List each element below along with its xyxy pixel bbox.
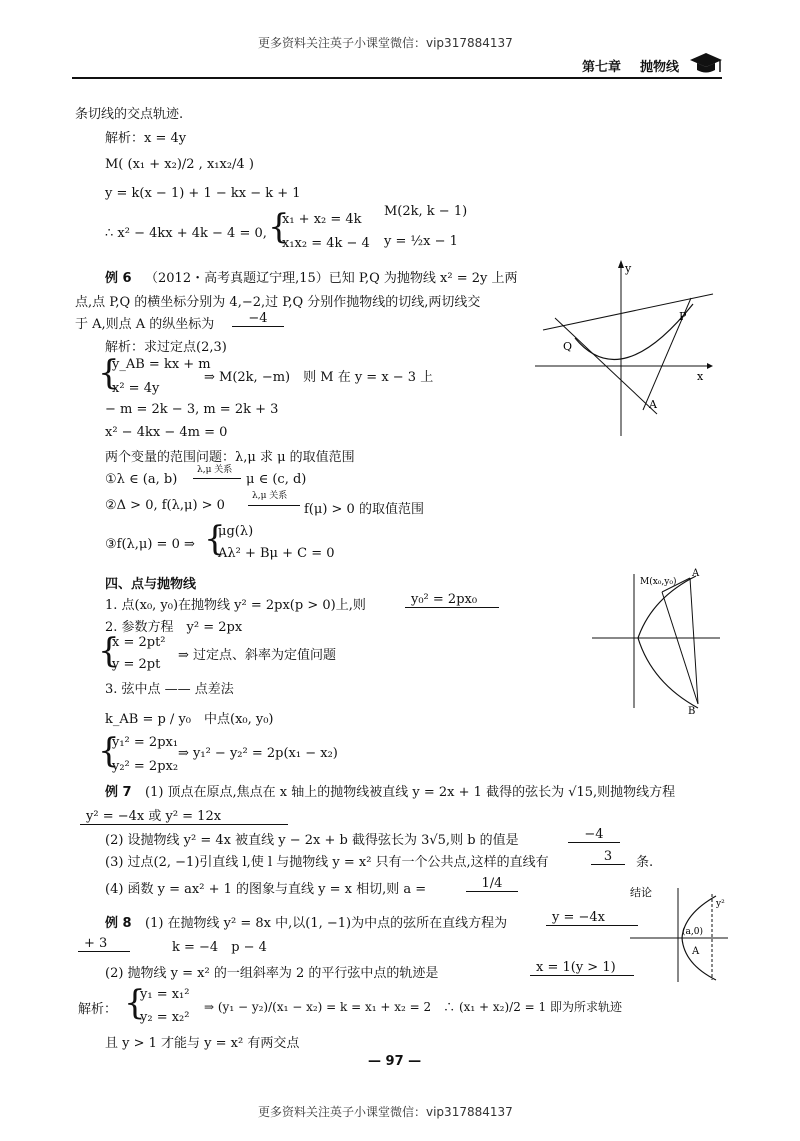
answer-blank: −4 [568,827,620,843]
text-line: (1) 在抛物线 y² = 8x 中,以(1, −1)为中点的弦所在直线方程为 [145,916,508,931]
text-line: y₂ = x₂² [140,1010,190,1025]
text-line: ⇒ 过定点、斜率为定值问题 [178,648,337,663]
fig2-label: B [688,706,696,717]
fig1-label: y [625,262,632,275]
arrow [248,505,300,506]
chapter-label: 第七章 [582,60,622,75]
text-line: f(μ) > 0 的取值范围 [304,502,424,517]
answer-blank: y² = −4x 或 y² = 12x [80,805,288,825]
text-line: y₁² = 2px₁ [112,735,179,750]
text-line: ∴ x² − 4kx + 4k − 4 = 0, [105,226,267,241]
text-line: ②Δ > 0, f(λ,μ) > 0 [105,498,225,513]
left-brace: { [98,731,120,771]
text-line: (4) 函数 y = ax² + 1 的图象与直线 y = x 相切,则 a = [105,882,427,897]
text-line: x₁ + x₂ = 4k [282,212,362,227]
fig1-label: x [697,370,704,383]
answer-blank: y = −4x [546,910,638,926]
text-line: ⇒ y₁² − y₂² = 2p(x₁ − x₂) [178,746,338,761]
left-brace: { [124,983,146,1023]
answer-blank: x = 1(y > 1) [530,960,634,976]
example-label: 例 7 [105,785,132,800]
text-line: ⇒ (y₁ − y₂)/(x₁ − x₂) = k = x₁ + x₂ = 2 ∴ (x₁ + x₂)/2 = 1 即为所求轨迹 [204,1000,622,1014]
text-line: 3. 弦中点 —— 点差法 [105,682,234,697]
text-line: (2) 抛物线 y = x² 的一组斜率为 2 的平行弦中点的轨迹是 [105,966,439,981]
example-label: 例 6 [105,271,132,286]
fig1-label: A [649,398,657,411]
text-line: (2) 设抛物线 y² = 4x 被直线 y − 2x + b 截得弦长为 3√5,则 b 的值是 [105,833,519,848]
fig3-label: A [692,946,700,957]
text-line: Aλ² + Bμ + C = 0 [218,546,335,561]
text-line: (1) 顶点在原点,焦点在 x 轴上的抛物线被直线 y = 2x + 1 截得的弦长为 √15,则抛物线方程 [145,785,676,800]
text-line: y = 2pt [112,657,161,672]
text-line: 条切线的交点轨迹. [75,107,184,122]
fig2-label: M(x₀,y₀) [640,577,677,587]
text-line: y = k(x − 1) + 1 − kx − k + 1 [105,186,301,201]
text-line: x = 2pt² [112,635,166,650]
text-line: k_AB = p / y₀ 中点(x₀, y₀) [105,712,274,727]
text-line: M(2k, k − 1) [384,204,468,219]
text-line: M( (x₁ + x₂)/2 , x₁x₂/4 ) [105,157,254,172]
left-brace: { [204,519,226,559]
chapter-title: 抛物线 [640,60,680,75]
left-brace: { [98,631,120,671]
arrow-label: λ,μ 关系 [252,491,288,501]
text-line: 且 y > 1 才能与 y = x² 有两交点 [105,1036,300,1051]
arrow [193,478,241,479]
section-heading: 四、点与抛物线 [105,577,197,592]
answer-blank: −4 [232,311,284,327]
text-line: μg(λ) [218,524,254,539]
figure-chord [592,568,722,718]
top-watermark: 更多资料关注英子小课堂微信：vip317884137 [258,36,513,50]
answer-blank: 1/4 [466,876,518,892]
text-line: k = −4 p − 4 [172,940,267,955]
text-line: 解析：x = 4y [105,131,187,146]
text-line: （2012・高考真题辽宁理,15）已知 P,Q 为抛物线 x² = 2y 上两 [145,271,518,286]
page-number: — 97 — [368,1054,422,1069]
text-line: ⇒ M(2k, −m) 则 M 在 y = x − 3 上 [204,370,434,385]
figure-conclusion [630,884,730,984]
figure-tangent-lines [535,258,715,438]
fig3-label: y² [716,899,725,909]
arrow-label: λ,μ 关系 [197,465,233,475]
text-line: 解析： [78,1002,118,1017]
fig3-label: 结论 [630,886,652,899]
text-line: y = ½x − 1 [384,234,458,249]
header-rule [72,77,722,79]
text-line: − m = 2k − 3, m = 2k + 3 [105,402,279,417]
text-line: 解析：求过定点(2,3) [105,340,227,355]
text-line: μ ∈ (c, d) [246,472,307,487]
fig1-label: Q [563,340,573,353]
text-line: y₁ = x₁² [140,987,190,1002]
answer-blank: + 3 [78,936,130,952]
answer-blank: 3 [591,849,625,865]
text-line: 条. [636,855,654,870]
example-label: 例 8 [105,916,132,931]
fig1-label: P [679,310,687,323]
text-line: y_AB = kx + m [112,357,211,372]
left-brace: { [268,207,290,247]
text-line: 点,点 P,Q 的横坐标分别为 4,−2,过 P,Q 分别作抛物线的切线,两切线交 [75,295,481,310]
text-line: 于 A,则点 A 的纵坐标为 [75,317,215,332]
text-line: x² = 4y [112,381,160,396]
bottom-watermark: 更多资料关注英子小课堂微信：vip317884137 [258,1105,513,1119]
fig2-label: A [692,568,700,579]
text-line: x² − 4kx − 4m = 0 [105,425,228,440]
fig3-label: (a,0) [682,927,703,937]
left-brace: { [98,353,120,393]
text-line: 1. 点(x₀, y₀)在抛物线 y² = 2px(p > 0)上,则 [105,598,366,613]
text-line: x₁x₂ = 4k − 4 [282,236,370,251]
text-line: ①λ ∈ (a, b) [105,472,178,487]
text-line: 2. 参数方程 y² = 2px [105,620,243,635]
answer-blank: y₀² = 2px₀ [405,592,499,608]
graduation-cap-icon [688,50,724,76]
text-line: (3) 过点(2, −1)引直线 l,使 l 与抛物线 y = x² 只有一个公共点,这样的直线有 [105,855,549,870]
text-line: y₂² = 2px₂ [112,759,179,774]
text-line: 两个变量的范围问题：λ,μ 求 μ 的取值范围 [105,450,355,465]
text-line: ③f(λ,μ) = 0 ⇒ [105,537,195,552]
